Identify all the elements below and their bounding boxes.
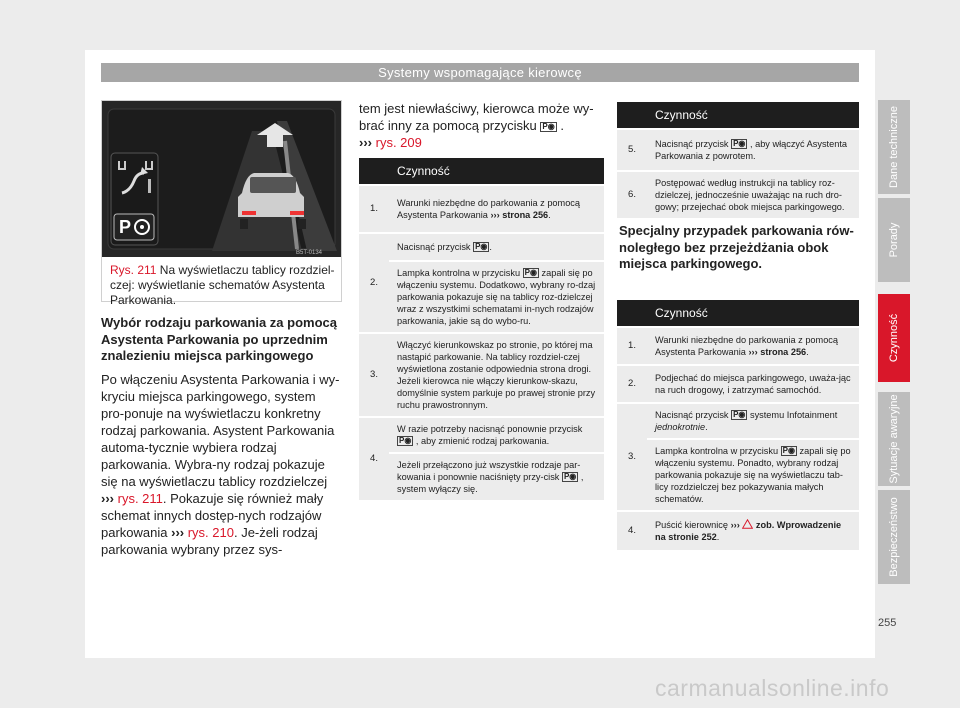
table-row [617,512,859,550]
header-num-cell [617,102,647,128]
cross-ref-arrows: ››› [748,347,758,357]
step-number: 1. [359,186,389,232]
step-text [647,130,859,170]
step-number: 3. [617,404,647,510]
table-header: Czynność [647,300,859,326]
step-text-part: Jeżeli przełączono już wszystkie rodzaje par-kowania i ponownie naciśnięty przy-cisk [397,460,581,482]
step-text [647,328,859,364]
page-number: 255 [878,617,897,629]
step-subpart [389,452,604,500]
parking-assist-icon: P◉ [733,139,746,148]
paragraph-part: . Je-żeli rodzaj parkowania wybrany przez sys- [101,524,318,557]
figure-caption [110,263,336,308]
step-text-part: Warunki niezbędne do parkowania z pomocą Asystenta Parkowania [397,198,581,220]
step-subpart [389,234,604,260]
tab-label: Dane techniczne [888,106,900,188]
figure-211 [101,100,342,307]
section-1-paragraph [101,371,341,558]
section-1 [101,315,341,558]
table-row [359,234,604,332]
table-row [617,130,859,170]
svg-text:P: P [119,217,132,237]
table-header-row [359,158,604,184]
step-text-part: zapali się po włączeniu systemu. Dodatkowo, wybrany ro-dzaj parkowania pokazuje się na tablicy roz-dzielczej wraz z wszystkimi schematami in-nych rodzajów parkowania, jakie są do wybo-ru. [397,268,596,326]
step-number: 4. [359,418,389,500]
step-text-part: . [716,532,720,542]
step-number: 1. [617,328,647,364]
dashboard-display-image [102,101,341,257]
step-text-part: , aby włączyć Asystenta Parkowania z powrotem. [655,139,847,161]
tab-porady[interactable] [878,198,910,282]
step-text-part: Lampka kontrolna w przycisku [397,268,521,278]
figure-code: B5T-0134 [296,250,323,256]
parking-assist-icon: P◉ [733,410,746,419]
table-row [359,186,604,232]
step-text-part: Puścić kierownicę [655,520,731,530]
step-text-part: Lampka kontrolna w przycisku [655,446,779,456]
step-text-part: W razie potrzeby nacisnąć ponownie przycisk [397,424,583,434]
link-strona-256[interactable]: strona 256 [757,347,807,357]
table-row [617,404,859,510]
step-text [647,404,859,510]
tab-label: Sytuacje awaryjne [888,394,900,484]
parking-assist-icon: P◉ [399,436,412,445]
intro-text: tem jest niewłaściwy, kierowca może wy-brać inny za pomocą przycisku [359,101,594,133]
tab-dane-techniczne[interactable] [878,100,910,194]
header-num-cell [359,158,389,184]
step-text [389,234,604,332]
link-rys-211[interactable]: rys. 211 [114,490,163,506]
steps-table-3 [617,298,859,552]
watermark: carmanualsonline.info [655,675,890,701]
section-2-heading: Specjalny przypadek parkowania rów-noległego bez przejeżdżania obok miejsca parkingowego. [619,223,854,271]
step-subpart [389,418,604,452]
tab-label: Porady [888,222,900,258]
tab-label: Czynność [888,313,900,363]
table-row [359,418,604,500]
step-number: 2. [617,366,647,402]
step-text: Włączyć kierunkowskaz po stronie, po której ma nastąpić parkowanie. Na tablicy rozdziel-czej wyświetlona zostanie odpowiednia strona drogi. Jeżeli kierowca nie włączy kierunkow-skazu, domyślnie system parkuje po prawej stronie przy ruchu prawostronnym. [389,334,604,416]
steps-table-1 [359,156,604,502]
steps-table-2 [617,100,859,220]
link-rys-210[interactable]: rys. 210 [184,524,234,540]
step-text-part: , system wyłączy się. [397,472,584,494]
step-subpart [647,438,859,510]
section-1-heading: Wybór rodzaju parkowania za pomocą Asystenta Parkowania po uprzednim znalezieniu miejsca parkingowego [101,315,337,363]
table-header: Czynność [647,102,859,128]
step-subpart [647,404,859,438]
parking-assist-icon: P◉ [524,268,537,277]
table-row [617,366,859,402]
emphasis-text: jednokrotnie [655,422,706,432]
step-text-part: Nacisnąć przycisk [655,410,729,420]
paragraph-part: Po włączeniu Asystenta Parkowania i wy-kryciu miejsca parkingowego, system pro-ponuje na wyświetlaczu konkretny rodzaj parkowania. Asystent Parkowania automa-tycznie wybiera rodzaj parkowania. Wybra-ny rodzaj pokazuje się na wyświetlaczu tablicy rozdzielczej [101,371,340,489]
step-text [389,186,604,232]
step-text-part: Nacisnąć przycisk [655,139,729,149]
step-text-part: , aby zmienić rodzaj parkowania. [413,436,550,446]
step-text: Podjechać do miejsca parkingowego, uważa-jąc na ruch drogowy, i zatrzymać samochód. [647,366,859,402]
step-text-part: . [489,242,492,252]
table-header: Czynność [389,158,604,184]
figure-caption-text: Na wyświetlaczu tablicy rozdziel-czej: wyświetlanie schematów Asystenta Parkowania. [110,263,335,307]
dashboard-display-drawing [102,101,341,257]
step-text: Postępować według instrukcji na tablicy roz-dzielczej, jednocześnie uważając na ruch dro-gowy; przejechać obok miejsca parkingowego. [647,172,859,218]
tab-label: Bezpieczeństwo [888,497,900,577]
cross-ref-arrows: ››› [490,210,500,220]
table-header-row [617,102,859,128]
tab-czynnosc[interactable] [878,294,910,382]
step-text-part: Warunki niezbędne do parkowania z pomocą Asystenta Parkowania [655,335,839,357]
step-text [647,512,859,550]
table-row [617,172,859,218]
cross-ref-arrows: ››› [730,520,740,530]
step-text [389,418,604,500]
cross-ref-arrows: ››› [359,135,372,150]
warning-triangle-icon [742,519,753,529]
step-text-part: . [705,422,708,432]
link-strona-256[interactable]: strona 256 [499,210,549,220]
figure-ref[interactable]: Rys. 211 [110,263,157,277]
intro-end: . [560,118,564,133]
parking-assist-icon: P◉ [782,446,795,455]
link-rys-209[interactable]: rys. 209 [372,135,422,150]
step-text-part: zapali się po włączeniu systemu. Ponadto, wybrany rodzaj parkowania pokazuje się na wyświetlaczu tab-licy rozdzielczej bez pokazywania małych schematów. [655,446,851,504]
step-subpart [389,260,604,332]
column-2-intro [359,100,604,151]
step-number: 5. [617,130,647,170]
step-number: 6. [617,172,647,218]
parking-assist-icon: P◉ [475,242,488,251]
step-text-part: systemu Infotainment [747,410,838,420]
step-number: 3. [359,334,389,416]
paragraph-part: . Pokazuje się również mały schemat innych dostęp-nych rodzajów parkowania [101,490,324,540]
step-number: 2. [359,234,389,332]
cross-ref-arrows: ››› [101,490,114,506]
parking-assist-icon: P◉ [542,122,555,131]
link-wprowadzenie-252[interactable]: zob. Wprowadzenie na stronie 252 [655,520,842,542]
tab-bezpieczenstwo[interactable] [878,490,910,584]
table-header-row [617,300,859,326]
step-text-part: . [806,347,809,357]
step-text-part: Nacisnąć przycisk [397,242,471,252]
tab-sytuacje-awaryjne[interactable] [878,392,910,486]
step-text-part: . [548,210,551,220]
parking-assist-icon: P◉ [563,472,577,481]
table-row [359,334,604,416]
page-header: Systemy wspomagające kierowcę [101,63,859,82]
cross-ref-arrows: ››› [171,524,185,540]
table-row [617,328,859,364]
header-num-cell [617,300,647,326]
step-number: 4. [617,512,647,550]
